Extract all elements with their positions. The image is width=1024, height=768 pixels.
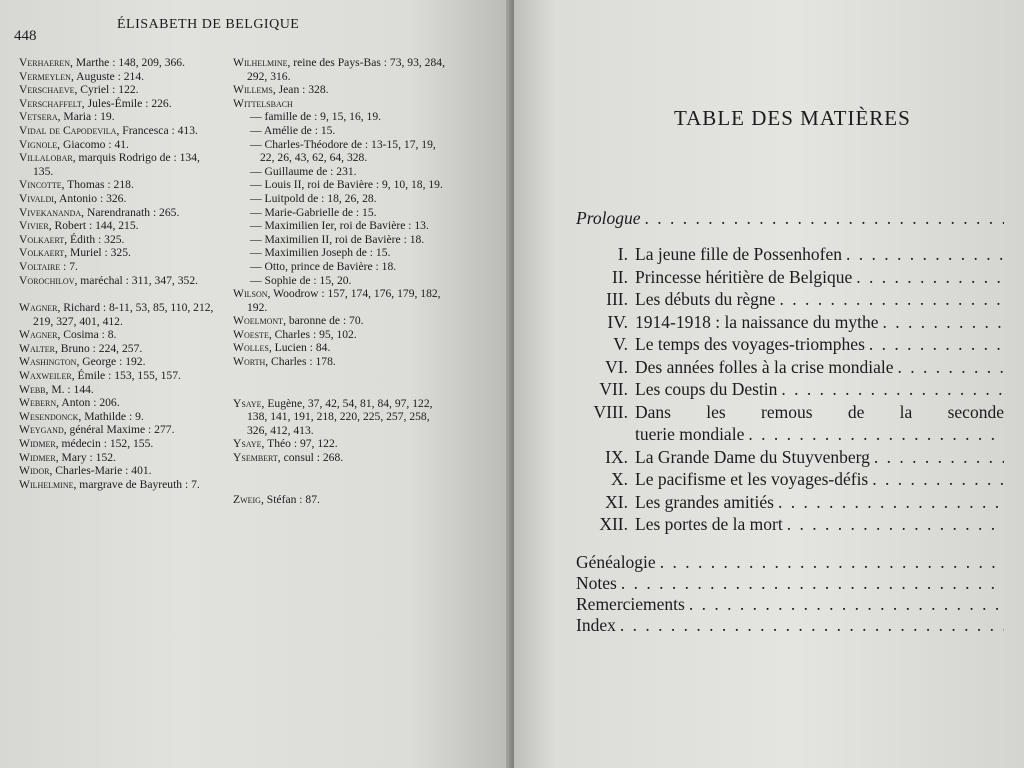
chapter-number: VI.	[605, 356, 628, 377]
index-entry: Widmer, Mary : 152.	[19, 450, 116, 464]
toc-chapter-row	[576, 357, 1004, 380]
chapter-title: 1914-1918 : la naissance du mythe	[635, 311, 879, 332]
index-entry: — Otto, prince de Bavière : 18.	[250, 259, 397, 273]
index-entry: Vorochilov, maréchal : 311, 347, 352.	[19, 273, 199, 287]
toc-chapter-row	[576, 312, 1004, 335]
index-column-1	[19, 56, 219, 491]
back-matter-title: Index	[576, 615, 616, 635]
leader-dots	[856, 267, 1004, 288]
index-entry: Vincotte, Thomas : 218.	[19, 178, 134, 192]
toc-back-row	[576, 573, 1004, 594]
index-entry: Wilhelmine, margrave de Bayreuth : 7.	[19, 477, 200, 491]
leader-dots	[779, 289, 1004, 310]
index-entry: Voltaire : 7.	[19, 259, 78, 273]
index-entry: Vidal de Capodevila, Francesca : 413.	[19, 123, 198, 137]
index-entry: — Guillaume de : 231.	[250, 164, 357, 178]
right-page-toc	[514, 0, 1024, 768]
toc-chapter-row	[576, 379, 1004, 402]
index-entry: Volkaert, Muriel : 325.	[19, 246, 131, 260]
index-entry: Wittelsbach	[233, 96, 293, 110]
chapter-number: VII.	[599, 379, 628, 399]
chapter-number: XII.	[599, 514, 628, 534]
leader-dots	[620, 615, 1004, 636]
chapter-number: X.	[610, 469, 628, 489]
leader-dots	[778, 492, 1004, 513]
leader-dots	[660, 552, 1004, 573]
leader-dots	[846, 244, 1004, 265]
index-entry: Walter, Bruno : 224, 257.	[19, 341, 143, 355]
toc-chapter-row	[576, 289, 1004, 312]
back-matter-title: Notes	[576, 573, 617, 593]
toc-chapter-row	[576, 244, 1004, 267]
index-entry: Wilson, Woodrow : 157, 174, 176, 179, 182, 192.	[233, 287, 441, 314]
index-entry: Vermeylen, Auguste : 214.	[19, 69, 145, 83]
leader-dots	[748, 424, 1004, 445]
index-entry: Verhaeren, Marthe : 148, 209, 366.	[19, 56, 186, 69]
toc-back-row	[576, 594, 1004, 615]
index-entry: — Louis II, roi de Bavière : 9, 10, 18, 19.	[250, 178, 443, 192]
chapter-number: V.	[613, 334, 628, 354]
chapter-number: II.	[611, 266, 628, 287]
index-entry: Ysembert, consul : 268.	[233, 451, 344, 465]
chapter-number: III.	[606, 289, 628, 309]
index-entry: Waxweiler, Émile : 153, 155, 157.	[19, 369, 181, 383]
index-entry: Washington, George : 192.	[19, 355, 146, 369]
index-entry: Woelmont, baronne de : 70.	[233, 314, 364, 328]
index-entry: Vignole, Giacomo : 41.	[19, 137, 129, 151]
leader-dots	[883, 312, 1005, 333]
index-entry: Villalobar, marquis Rodrigo de : 134, 135.	[19, 151, 200, 178]
index-entry: Worth, Charles : 178.	[233, 355, 336, 369]
index-entry: — Maximilien II, roi de Bavière : 18.	[250, 232, 425, 246]
leader-dots	[872, 469, 1004, 490]
chapter-title: La jeune fille de Possenhofen	[635, 244, 843, 264]
chapter-number: IX.	[605, 446, 628, 467]
leader-dots	[787, 514, 1004, 535]
index-entry: Wagner, Cosima : 8.	[19, 328, 117, 342]
chapter-title: Les débuts du règne	[635, 289, 776, 309]
chapter-number: I.	[617, 244, 628, 264]
toc-back-matter	[576, 552, 1004, 636]
index-column-2	[233, 56, 448, 506]
index-entry: Webb, M. : 144.	[19, 382, 94, 396]
toc-title: TABLE DES MATIÈRES	[674, 106, 911, 130]
chapter-title: Les coups du Destin	[635, 379, 778, 399]
leader-dots	[621, 573, 1004, 594]
toc-chapter-row	[576, 469, 1004, 492]
leader-dots	[898, 357, 1004, 378]
index-entry: Vivekananda, Narendranath : 265.	[19, 205, 180, 219]
toc-chapter-row	[576, 492, 1004, 515]
index-entry: Willems, Jean : 328.	[233, 83, 329, 97]
chapter-number: IV.	[607, 311, 628, 332]
index-entry: Ysaye, Théo : 97, 122.	[233, 437, 338, 451]
index-entry: Woeste, Charles : 95, 102.	[233, 327, 357, 341]
toc-back-row	[576, 552, 1004, 573]
index-entry: Weygand, général Maxime : 277.	[19, 423, 175, 437]
index-entry: Zweig, Stéfan : 87.	[233, 492, 320, 506]
index-entry: — Maximilien Ier, roi de Bavière : 13.	[250, 219, 429, 233]
index-entry: — Charles-Théodore de : 13-15, 17, 19, 22, 26, 43, 62, 64, 328.	[250, 137, 436, 165]
index-entry: — Luitpold de : 18, 26, 28.	[250, 191, 377, 205]
leader-dots	[869, 334, 1004, 355]
toc-prologue	[576, 208, 1004, 231]
chapter-title: La Grande Dame du Stuyvenberg	[635, 446, 870, 467]
toc-chapter-row	[576, 514, 1004, 537]
index-entry: — famille de : 9, 15, 16, 19.	[250, 110, 382, 124]
toc-chapter-row	[576, 267, 1004, 290]
chapter-title: Le pacifisme et les voyages-défis	[635, 469, 869, 489]
back-matter-title: Généalogie	[576, 552, 656, 572]
index-entry: Wilhelmine, reine des Pays-Bas : 73, 93, 284, 292, 316.	[233, 56, 445, 83]
leader-dots	[644, 208, 1004, 229]
leader-dots	[874, 447, 1004, 468]
index-entry: Ysaye, Eugène, 37, 42, 54, 81, 84, 97, 122, 138, 141, 191, 218, 220, 225, 257, 258, 326, 412, 413.	[233, 396, 433, 437]
index-entry: Wesendonck, Mathilde : 9.	[19, 409, 144, 423]
chapter-title-continued: tuerie mondiale	[635, 424, 745, 444]
index-entry: — Sophie de : 15, 20.	[250, 273, 352, 287]
chapter-title: Dans les remous de la seconde	[635, 401, 1004, 422]
index-entry: — Maximilien Joseph de : 15.	[250, 246, 391, 260]
back-matter-title: Remerciements	[576, 594, 685, 614]
chapter-title: Des années folles à la crise mondiale	[635, 356, 894, 377]
index-entry: Vivier, Robert : 144, 215.	[19, 219, 139, 233]
index-entry: Vetsera, Maria : 19.	[19, 110, 115, 124]
index-entry: — Amélie de : 15.	[250, 123, 336, 137]
toc-chapter-row-continued	[576, 424, 1004, 447]
chapter-number: XI.	[605, 491, 628, 512]
index-entry: Widor, Charles-Marie : 401.	[19, 464, 152, 478]
toc-chapter-row	[576, 447, 1004, 470]
toc-chapter-row	[576, 402, 1004, 425]
index-entry: Wolles, Lucien : 84.	[233, 341, 331, 355]
toc-chapter-row	[576, 334, 1004, 357]
leader-dots	[781, 379, 1004, 400]
index-entry: Widmer, médecin : 152, 155.	[19, 437, 154, 451]
index-entry: Verschaffelt, Jules-Émile : 226.	[19, 96, 172, 110]
index-entry: Wagner, Richard : 8-11, 53, 85, 110, 212, 219, 327, 401, 412.	[19, 301, 214, 328]
chapter-title: Le temps des voyages-triomphes	[635, 334, 865, 354]
index-entry: Verschaeve, Cyriel : 122.	[19, 83, 139, 97]
index-entry: — Marie-Gabrielle de : 15.	[250, 205, 377, 219]
toc-back-row	[576, 615, 1004, 636]
index-entry: Volkaert, Édith : 325.	[19, 232, 125, 246]
chapter-title: Les grandes amitiés	[635, 491, 774, 512]
leader-dots	[689, 594, 1004, 615]
index-entry: Vivaldi, Antonio : 326.	[19, 191, 127, 205]
chapter-title: Princesse héritière de Belgique	[635, 266, 853, 287]
chapter-title: Les portes de la mort	[635, 514, 783, 534]
running-head: ÉLISABETH DE BELGIQUE	[117, 17, 300, 32]
prologue-label: Prologue	[576, 208, 641, 228]
toc-chapters	[576, 244, 1004, 537]
index-entry: Webern, Anton : 206.	[19, 396, 120, 410]
chapter-number: VIII.	[593, 401, 628, 422]
page-number: 448	[14, 28, 37, 44]
